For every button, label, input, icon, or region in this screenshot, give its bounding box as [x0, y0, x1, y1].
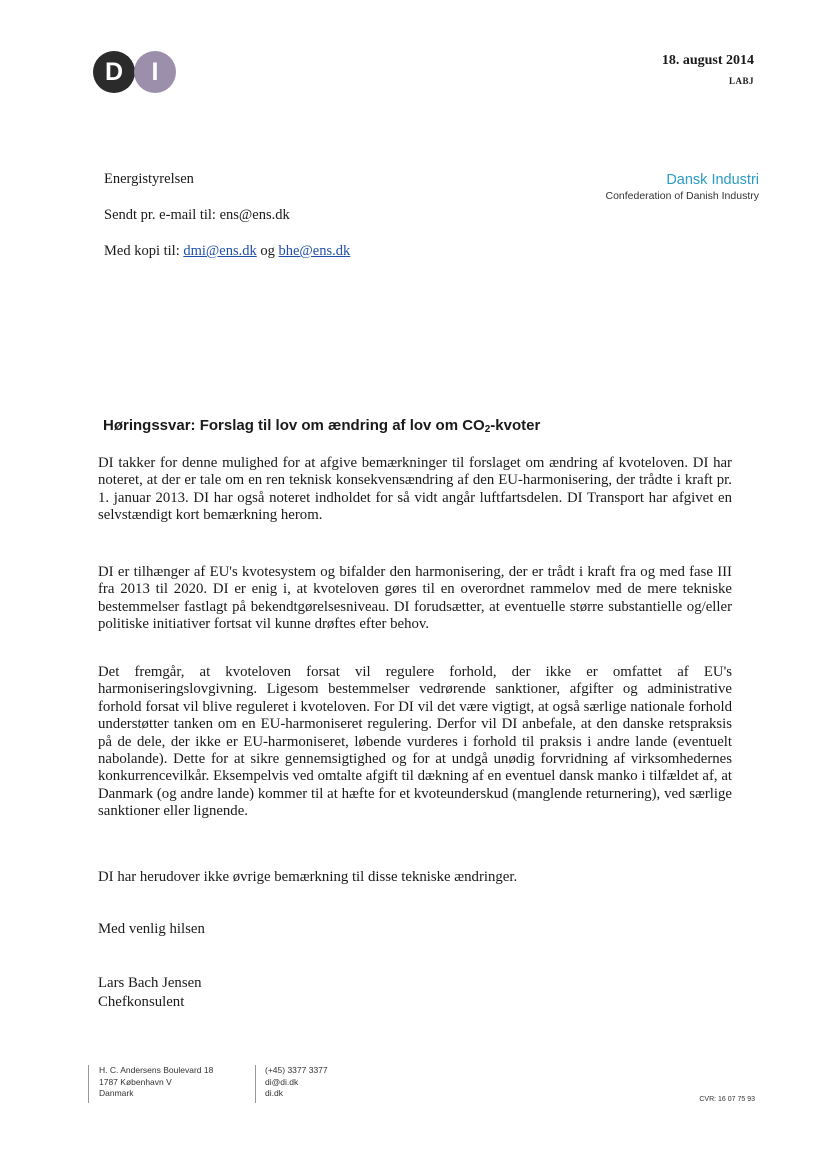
copy-line	[104, 243, 350, 260]
body-paragraph-2: DI er tilhænger af EU's kvotesystem og bifalder den harmonisering, der er trådt i kraft fra og med fase III fra 2013 til 2020. DI er enig i, at kvoteloven gøres til en overordnet rammelov med de mere tekniske bestemmelser fastlagt på bekendtgørelsesniveau. DI forudsætter, at eventuelle større substantielle og/eller politiske initiativer fortsat vil kunne drøftes efter behov.	[98, 564, 732, 633]
footer-contact	[255, 1065, 328, 1103]
footer-website[interactable]: di.dk	[265, 1088, 283, 1098]
body-paragraph-3: Det fremgår, at kvoteloven forsat vil regulere forhold, der ikke er omfattet af EU's harmoniseringslovgivning. Ligesom bestemmelser vedrørende sanktioner, afgifter og administrative forhold forsat vil blive reguleret i kvoteloven. For DI vil det være vigtigt, at også særlige nationale forhold understøtter tanken om en EU-harmoniseret regulering. Derfor vil DI anbefale, at den danske retspraksis på de dele, der ikke er EU-harmoniseret, løbende vurderes i forhold til praksis i andre lande (eventuelt nabolande). Dette for at sikre gennemsigtighed og for at undgå unødig forvridning af virksomhedernes konkurrencevilkår. Eksempelvis ved omtalte afgift til dækning af en eventuel dansk manko i tilfældet af, at Danmark (og andre lande) kommer til at hæfte for et kvoteunderskud (manglende returnering), ved særlige sanktioner eller lignende.	[98, 664, 732, 820]
subject-heading	[103, 417, 540, 435]
signer-title: Chefkonsulent	[98, 994, 185, 1010]
footer-address-line: 1787 København V	[99, 1076, 172, 1087]
logo-letter-i: I	[134, 51, 176, 93]
copy-joiner: og	[260, 243, 275, 259]
copy-prefix: Med kopi til:	[104, 243, 180, 259]
subject-subscript: 2	[484, 424, 491, 435]
footer-phone: (+45) 3377 3377	[265, 1065, 328, 1075]
body-paragraph-1: DI takker for denne mulighed for at afgive bemærkninger til forslaget om ændring af kvoteloven. DI har noteret, at der er tale om en ren teknisk konsekvensændring af den EU-harmonisering, der trådte i kraft pr. 1. januar 2013. DI har også noteret indholdet for så vidt angår luftfartsdelen. DI Transport har afgivet en selvstændigt kort bemærkning herom.	[98, 455, 732, 524]
copy-email-link-dmi[interactable]: dmi@ens.dk	[183, 243, 257, 259]
copy-email-link-bhe[interactable]: bhe@ens.dk	[278, 243, 351, 259]
brand-name: Dansk Industri	[666, 172, 759, 188]
brand-subtitle: Confederation of Danish Industry	[605, 190, 759, 202]
brand-block	[605, 171, 759, 203]
footer-address	[88, 1065, 213, 1103]
subject-suffix: -kvoter	[490, 417, 541, 434]
footer-address-line: H. C. Andersens Boulevard 18	[99, 1065, 214, 1075]
signer-name: Lars Bach Jensen	[98, 975, 202, 991]
author-initials: LABJ	[728, 76, 754, 86]
closing-greeting: Med venlig hilsen	[98, 921, 205, 937]
sent-line: Sendt pr. e-mail til: ens@ens.dk	[104, 207, 290, 223]
footer-cvr: CVR: 16 07 75 93	[699, 1096, 755, 1103]
footer-email[interactable]: di@di.dk	[265, 1076, 299, 1087]
letter-date: 18. august 2014	[661, 53, 754, 68]
footer-address-line: Danmark	[99, 1088, 134, 1098]
body-paragraph-4: DI har herudover ikke øvrige bemærkning til disse tekniske ændringer.	[98, 869, 518, 885]
logo-letter-d: D	[93, 51, 135, 93]
subject-prefix: Høringssvar: Forslag til lov om ændring af lov om CO	[103, 417, 485, 434]
recipient: Energistyrelsen	[104, 171, 194, 187]
di-logo	[93, 51, 177, 93]
